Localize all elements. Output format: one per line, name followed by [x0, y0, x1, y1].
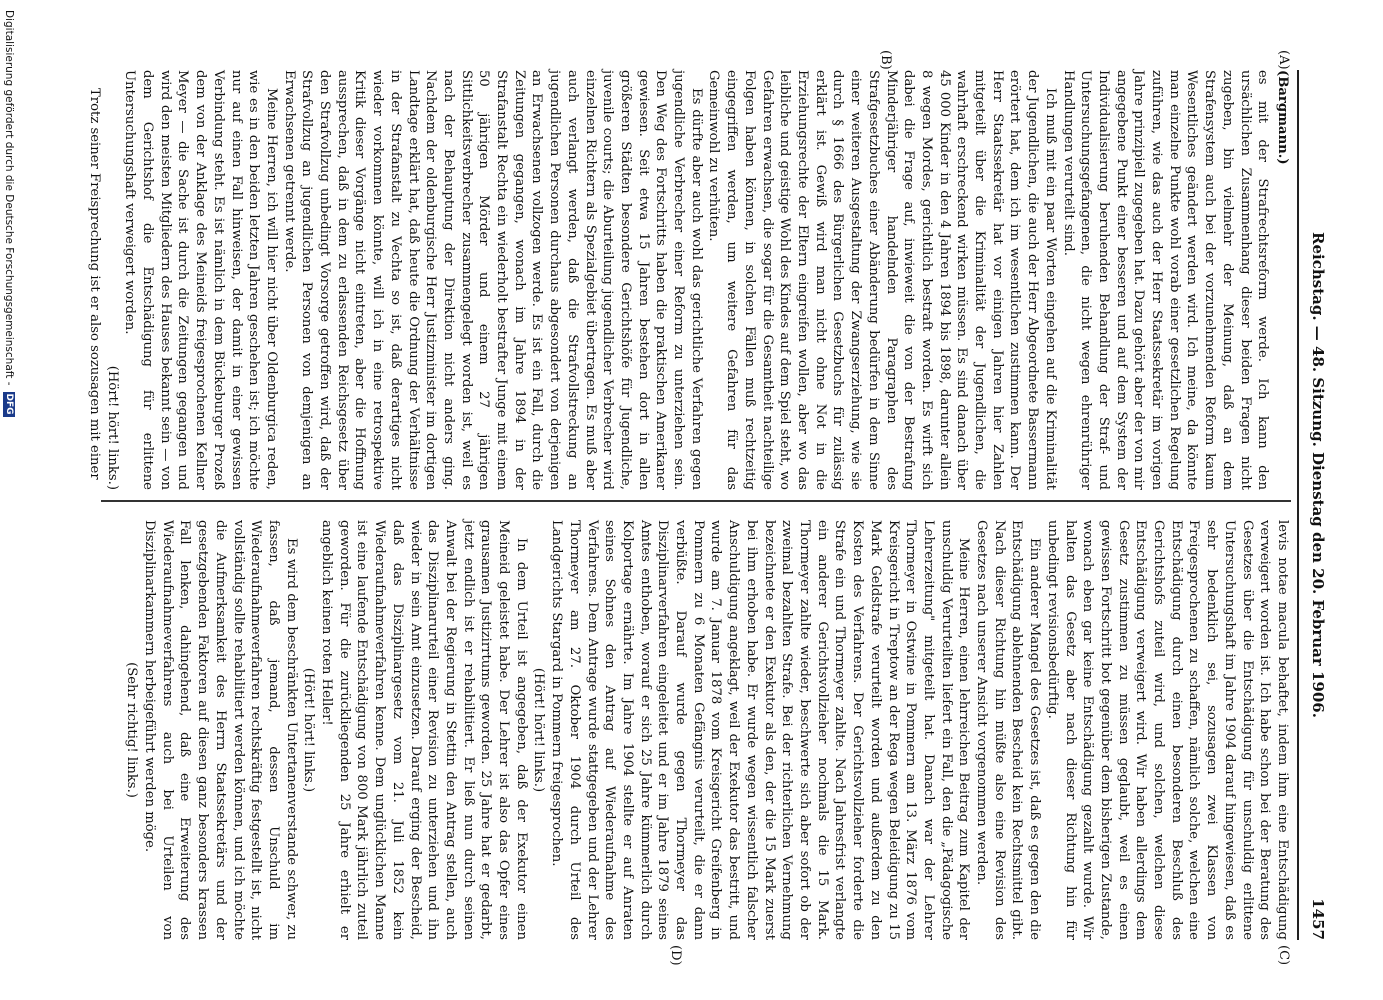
paragraph: In dem Urteil ist angegeben, daß der Exekutor einen Meineid geleistet habe. Der Lehrer ist also das Opfer eines grausamen Justizirrtums geworden. 25 Jahre hat er gedarbt, jetzt endlich ist er rehabilitiert. Er ließ nun durch seinen Anwalt bei der Regierung in Stettin den Antrag stellen, auch das Disziplinarurteil einer Revision zu unterziehen und ihn wieder in sein Amt einzusetzen. Darauf erging der Bescheid, daß das Disziplinargesetz vom 21. Juli 1852 kein Wiederaufnahmeverfahren kenne. Dem unglücklichen Manne ist eine laufende Entschädigung von 800 Mark jährlich zuteil geworden. Für die zurückliegenden 25 Jahre erhielt er angeblich keinen roten Heller!: [319, 520, 529, 940]
margin-marker-b: (B): [878, 50, 893, 70]
paragraph: levis notae macula behaftet, indem ihm eine Entschädigung verweigert worden ist. Ich habe schon bei der Beratung des Gesetzes über die Entschädigung für unschuldig erlittene Untersuchungshaft im Jahre 1904 darauf hingewiesen, daß es sehr bedenklich sei, sozusagen zwei Klassen von Freigesprochenen zu schaffen, nämlich solche, welchen eine Entschädigung durch einen besonderen Beschluß des Gerichtshofs zuteil wird, und solchen, welchen diese Entschädigung verweigert wird. Wir haben allerdings dem Gesetz zustimmen zu müssen geglaubt, weil es einen gewissen Fortschritt bot gegenüber dem bisherigen Zustande, wonach eben gar keine Entschädigung gezahlt wurde. Wir halten das Gesetz aber nach dieser Richtung hin für unbedingt revisionsbedürftig.: [1044, 520, 1290, 940]
paragraph: Ich muß mit ein paar Worten eingehen auf die Kriminalität der Jugendlichen, die auch der Herr Abgeordnete Bassermann erörtert hat, dem ich im wesentlichen zustimmen kann. Der Herr Staatssekretär hat vor einigen Jahren hier Zahlen mitgeteilt über die Kriminalität der Jugendlichen, die wahrhaft erschreckend wirken müssen. Es sind danach über 45 000 Kinder in den 4 Jahren 1894 bis 1898, darunter allein 8 wegen Mordes, gerichtlich bestraft worden. Es wirft sich dabei die Frage auf, inwieweit die von der Bestrafung Minderjähriger handelnden Paragraphen des Strafgesetzbuches einer Abänderung bedürfen in dem Sinne einer weiteren Ausgestaltung der Zwangserziehung, wie sie durch § 1666 des Bürgerlichen Gesetzbuchs für zulässig erklärt ist. Gewiß wird man nicht ohne Not in die Erziehungsrechte der Eltern eingreifen wollen, aber wo das leibliche und geistige Wohl des Kindes auf dem Spiel steht, wo Gefahren erwachsen, die sogar für die Gesamtheit nachteilige Folgen haben können, in solchen Fällen muß rechtzeitig eingegriffen werden, um weitere Gefahren für das Gemeinwohl zu verhüten.: [706, 70, 1058, 490]
dfg-logo: DFG: [4, 393, 14, 415]
margin-marker-d: (D): [668, 945, 683, 966]
margin-marker-c: (C): [1276, 945, 1291, 966]
left-column: [85, 70, 1291, 490]
paragraph: Ein anderer Mangel des Gesetzes ist, daß es gegen den die Entschädigung ablehnenden Bescheid kein Rechtsmittel gibt. Nach dieser Richtung hin müßte also eine Revision des Gesetzes nach unserer Ansicht vorgenommen werden.: [974, 520, 1043, 940]
paragraph: Es wird dem beschränkten Untertanenverstande schwer, zu fassen, daß jemand, dessen Unschuld im Wiederaufnahmeverfahren rechtskräftig festgestellt ist, nicht vollständig sollte rehabilitiert werden können, und ich möchte die Aufmerksamkeit des Herrn Staatssekretärs und der gesetzgebenden Faktoren auf diesen ganz besonders krassen Fall lenken, dahingehend, daß eine Erweiterung des Wiederaufnahmeverfahrens auch bei Urteilen von Disziplinarkammern herbeigeführt werden möge.: [142, 520, 299, 940]
header-rule: [1297, 70, 1299, 940]
paragraph: Es dürfte aber auch wohl das gerichtliche Verfahren gegen jugendliche Verbrecher einer Reform zu unterziehen sein. Den Weg des Fortschritts haben die praktischen Amerikaner gewiesen. Seit etwa 15 Jahren bestehen dort in allen größeren Städten besondere Gerichtshöfe für Jugendliche, juvenile courts; die Aburteilung jugendlicher Verbrecher wird einzelnen Richtern als Spezialgebiet übertragen. Es muß aber auch verlangt werden, daß die Strafvollstreckung an jugendlichen Personen durchaus abgesondert von derjenigen an Erwachsenen vollzogen werde. Es ist ein Fall, durch die Zeitungen gegangen, wonach im Jahre 1894 in der Strafanstalt Rechta ein wiederholt bestrafter Junge mit einem 50 jährigen Mörder und einem 27 jährigen Sittlichkeitsverbrecher zusammengelegt worden ist, weil es nach der Behauptung der Direktion nicht anders ging. Nachdem der oldenburgische Herr Justizminister im dortigen Landtage erklärt hat, daß heute die Ordnung der Verhältnisse in der Strafanstalt zu Vechta so ist, daß derartiges nicht wieder vorkommen könnte, will ich in eine retrospektive Kritik dieser Vorgänge nicht eintreten, aber die Hoffnung aussprechen, daß in dem zu erlassenden Reichsgesetz über den Strafvollzug unbedingt Vorsorge getroffen wird, daß der Strafvollzug an jugendlichen Personen von demjenigen an Erwachsenen getrennt werde.: [281, 70, 704, 490]
interjection: (Sehr richtig! links.): [124, 662, 140, 798]
paragraph: Trotz seiner Freisprechung ist er also sozusagen mit einer: [86, 88, 102, 480]
paragraph: es mit der Strafrechtsreform werde. Ich kann den ursächlichen Zusammenhang dieser beiden Fragen nicht zugeben, bin vielmehr der Meinung, daß an dem Strafensystem auch bei der vorzunehmenden Reform kaum Wesentliches geändert werden wird. Ich meine, da könnte man einzelne Punkte wohl vorab einer gesetzlichen Regelung zuführen, wie das auch der Herr Staatssekretär im vorigen Jahre prinzipiell zugegeben hat. Dazu gehört aber der von mir angegebene Punkt einer besseren und auf dem System der Individualisierung beruhenden Behandlung der Straf- und Untersuchungsgefangenen, die nicht wegen ehrenrühriger Handlungen verurteilt sind.: [1060, 70, 1271, 490]
digitization-note: [2, 10, 16, 970]
right-column: [123, 520, 1291, 940]
paragraph: Meine Herren, ich will hier nicht über Oldenburgica reden, wie es in den beiden letzten Jahren geschehen ist; ich möchte nur auf einen Fall hinweisen, der damit in einer gewissen Verbindung steht. Es ist nämlich in dem Bückeburger Prozeß dem von der Anklage des Meineids freigesprochenen Kellner Meyer — die Sache ist durch die Zeitungen gegangen und wird den meisten Mitgliedern des Hauses bekannt sein — von dem Gerichtshof die Entschädigung für erlittene Untersuchungshaft verweigert worden.: [122, 70, 279, 490]
speaker-name: (Bargmann.): [1275, 70, 1290, 165]
column-divider: [101, 500, 1291, 502]
interjection: (Hört! hört! links.): [531, 667, 547, 793]
margin-marker-a: (A): [1276, 50, 1291, 70]
digitization-text: Digitalisierung gefördert durch die Deutsche Forschungsgemeinschaft -: [3, 10, 15, 386]
interjection: (Hört! hört! links.): [301, 667, 317, 793]
page-header: [1303, 70, 1333, 940]
header-title: Reichstag. — 48. Sitzung. Dienstag den 20. Februar 1906.: [1309, 232, 1327, 718]
interjection: (Hört! hört! links.): [104, 365, 120, 490]
page-number: 1457: [1309, 898, 1327, 940]
paragraph: Meine Herren, einen lehrreichen Beitrag zum Kapitel der unschuldig Verurteilten liefert ein Fall, den die „Pädagogische Lehrerzeitung" mitgeteilt hat. Danach war der Lehrer Thormeyer in Ostwine in Pommern am 13. März 1876 vom Kreisgericht in Treptow an der Rega wegen Beleidigung zu 15 Mark Geldstrafe verurteilt worden und außerdem zu den Kosten des Verfahrens. Der Gerichtsvollzieher forderte die Strafe ein und Thormeyer zahlte. Nach Jahresfrist verlangte ein anderer Gerichtsvollzieher nochmals die 15 Mark. Thormeyer zahlte wieder, beschwerte sich aber sofort ob der zweimal bezahlten Strafe. Bei der richterlichen Vernehmung bezeichnete er den Exekutor als den, der die 15 Mark zuerst bei ihm erhoben habe. Er wurde wegen wissentlich falscher Anschuldigung angeklagt, weil der Exekutor das bestritt, und wurde am 7. Januar 1878 vom Kreisgericht Greifenberg in Pommern zu 6 Monaten Gefängnis verurteilt, die er dann verbüßte. Darauf wurde gegen Thormeyer das Disziplinarverfahren eingeleitet und er im Jahre 1879 seines Amtes enthoben, worauf er sich 25 Jahre kümmerlich durch Kolportage ernährte. Im Jahre 1904 stellte er auf Anraten seines Sohnes den Antrag auf Wiederaufnahme des Verfahrens. Dem Antrage wurde stattgegeben und der Lehrer Thormeyer am 27. Oktober 1904 durch Urteil des Landgerichts Stargard in Pommern freigesprochen.: [549, 520, 972, 940]
